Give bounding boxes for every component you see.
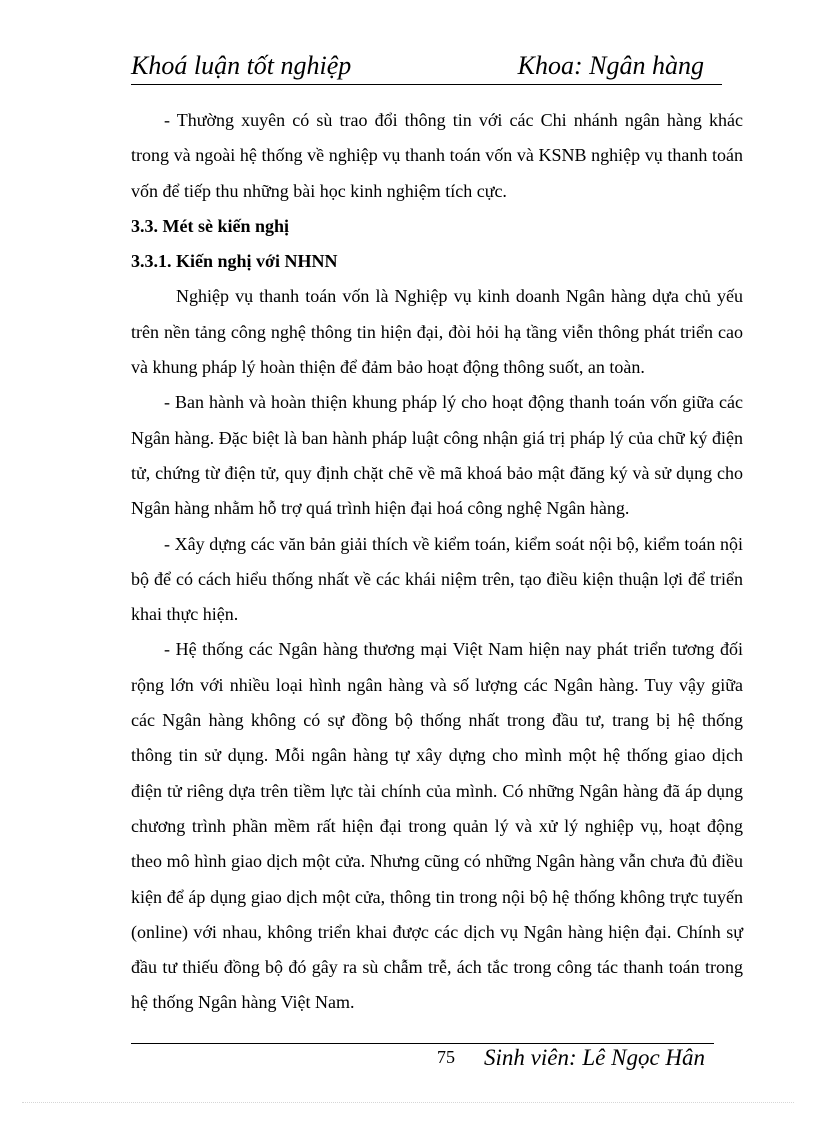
header-thesis-title: Khoá luận tốt nghiệp [131,51,352,80]
document-body [131,103,743,1021]
page-header [131,50,722,85]
section-heading-recommendations: 3.3. Mét sè kiến nghị [131,215,290,236]
footer-student-name: Sinh viên: Lê Ngọc Hân [484,1045,706,1070]
paragraph-intro: Nghiệp vụ thanh toán vốn là Nghiệp vụ kinh doanh Ngân hàng dựa chủ yếu trên nền tảng công nghệ thông tin hiện đại, đòi hỏi hạ tầng viễn thông phát triển cao và khung pháp lý hoàn thiện để đảm bảo hoạt động thông suốt, an toàn. [131,286,743,378]
subsection-heading-nhnn: 3.3.1. Kiến nghị với NHNN [131,251,338,272]
header-faculty: Khoa: Ngân hàng [517,51,704,80]
page-number: 75 [437,1047,455,1067]
paragraph-banking-system: - Hệ thống các Ngân hàng thương mại Việt Nam hiện nay phát triển tương đối rộng lớn với nhiều loại hình ngân hàng và số lượng các Ngân hàng. Tuy vậy giữa các Ngân hàng không có sự đồng bộ thống nhất trong đầu tư, trang bị hệ thống thông tin sử dụng. Mỗi ngân hàng tự xây dựng cho mình một hệ thống giao dịch điện tử riêng dựa trên tiềm lực tài chính của mình. Có những Ngân hàng đã áp dụng chương trình phần mềm rất hiện đại trong quản lý và xử lý nghiệp vụ, hoạt động theo mô hình giao dịch một cửa. Nhưng cũng có những Ngân hàng vẫn chưa đủ điều kiện để áp dụng giao dịch một cửa, thông tin trong nội bộ hệ thống không trực tuyến (online) với nhau, không triển khai được các dịch vụ Ngân hàng hiện đại. Chính sự đầu tư thiếu đồng bộ đó gây ra sù chẫm trễ, ách tắc trong công tác thanh toán trong hệ thống Ngân hàng Việt Nam. [131,639,743,1013]
paragraph-exchange-info: - Thường xuyên có sù trao đổi thông tin với các Chi nhánh ngân hàng khác trong và ngoài hệ thống về nghiệp vụ thanh toán vốn và KSNB nghiệp vụ thanh toán vốn để tiếp thu những bài học kinh nghiệm tích cực. [131,110,743,201]
page-bottom-dotted-line [22,1102,794,1103]
paragraph-legal-framework: - Ban hành và hoàn thiện khung pháp lý cho hoạt động thanh toán vốn giữa các Ngân hàng. Đặc biệt là ban hành pháp luật công nhận giá trị pháp lý của chữ ký điện tử, chứng từ điện tử, quy định chặt chẽ về mã khoá bảo mật đăng ký và sử dụng cho Ngân hàng nhằm hỗ trợ quá trình hiện đại hoá công nghệ Ngân hàng. [131,392,743,519]
paragraph-audit-documents: - Xây dựng các văn bản giải thích về kiểm toán, kiểm soát nội bộ, kiểm toán nội bộ để có cách hiểu thống nhất về các khái niệm trên, tạo điều kiện thuận lợi để triển khai thực hiện. [131,533,743,625]
